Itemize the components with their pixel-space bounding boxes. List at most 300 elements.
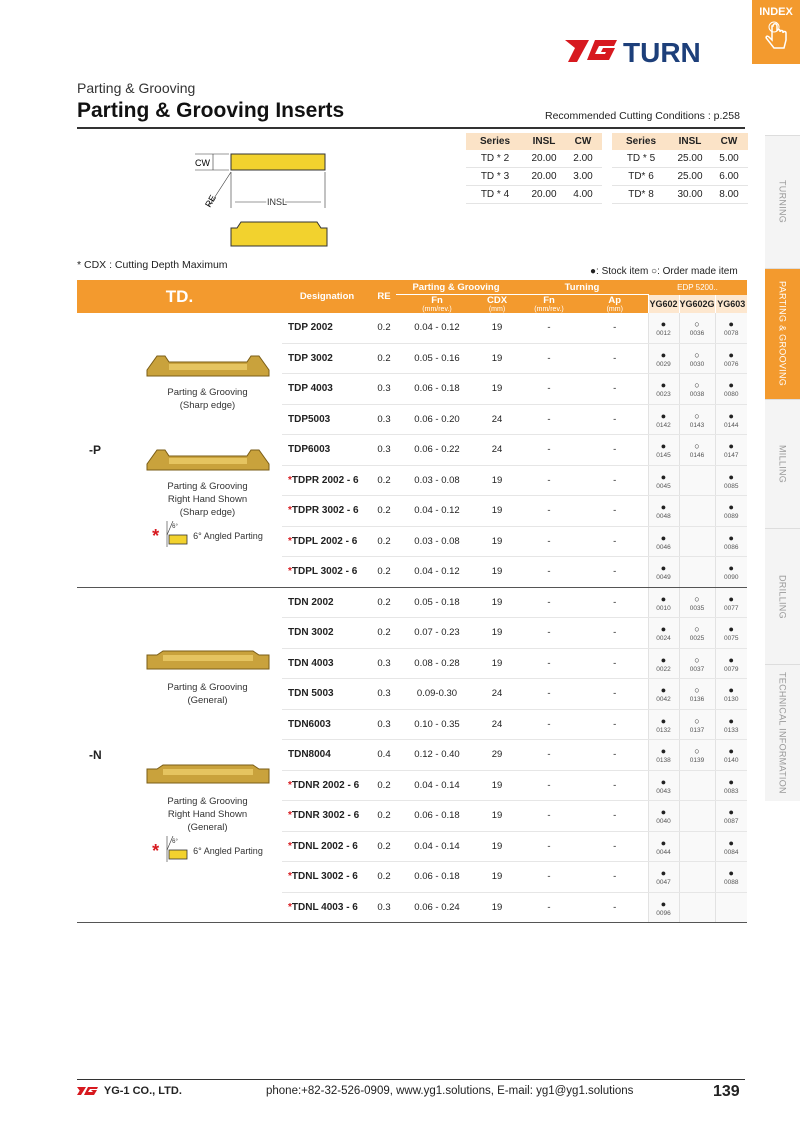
ap-cell: -	[582, 648, 648, 679]
stock-legend: ●: Stock item ○: Order made item	[590, 266, 738, 277]
cdx-cell: 19	[478, 587, 516, 618]
stock-mark: ●	[660, 593, 667, 604]
edp-code: 0038	[689, 391, 705, 399]
ap-cell: -	[582, 892, 648, 923]
re-cell: 0.2	[372, 313, 396, 343]
ap-cell: -	[582, 862, 648, 893]
grade-yg603-cell	[715, 465, 747, 496]
series-dimension-table	[466, 133, 748, 204]
designation-cell: TDN6003	[282, 709, 372, 740]
edp-code: 0087	[724, 818, 739, 826]
grade-yg603-header: YG603	[715, 295, 747, 314]
stock-mark: ●	[728, 380, 734, 391]
edp-code: 0088	[724, 879, 739, 887]
stock-mark: ●	[660, 654, 667, 665]
re-cell: 0.3	[372, 648, 396, 679]
fn-turning-cell: -	[516, 435, 582, 466]
angle-mark: 6°	[172, 839, 178, 846]
grade-yg603-cell	[715, 892, 747, 923]
edp-code: 0075	[724, 635, 739, 643]
fn-cell: 0.04 - 0.12	[396, 496, 478, 527]
illustration-caption: Parting & Grooving	[167, 481, 248, 493]
designation-cell: TDN 4003	[282, 648, 372, 679]
edp-code: 0043	[656, 787, 671, 795]
company-name: YG-1 CO., LTD.	[103, 1085, 182, 1097]
edp-code: 0049	[656, 574, 671, 582]
grade-yg602g-header: YG602G	[679, 295, 715, 314]
edp-code: 0147	[724, 452, 739, 460]
cdx-cell: 19	[478, 801, 516, 832]
designation-cell: *TDNR 2002 - 6	[282, 770, 372, 801]
insert-image-sharp	[143, 442, 273, 476]
illustration-block	[133, 757, 282, 866]
stock-mark: ○	[694, 715, 700, 726]
insert-type-label: -P	[89, 442, 101, 457]
illustration-caption: Parting & Grooving	[167, 682, 248, 694]
grade-yg602-cell	[648, 404, 679, 435]
turning-header: Turning	[516, 280, 648, 295]
fn-cell: 0.05 - 0.16	[396, 343, 478, 374]
title-divider	[77, 127, 745, 129]
grade-yg602g-cell	[679, 465, 715, 496]
edp-code: 0083	[724, 787, 739, 795]
stock-mark: ○	[694, 654, 700, 665]
re-cell: 0.3	[372, 709, 396, 740]
re-cell: 0.2	[372, 801, 396, 832]
logo-text: TURN	[623, 37, 701, 66]
grade-yg603-cell	[715, 862, 747, 893]
side-tab-label: TURNING	[777, 180, 788, 224]
grade-yg602g-cell	[679, 740, 715, 771]
edp-code: 0040	[656, 818, 671, 826]
fn-turning-cell: -	[516, 587, 582, 618]
edp-code: 0139	[689, 757, 705, 765]
re-cell: 0.3	[372, 374, 396, 405]
designation-cell: TDP 4003	[282, 374, 372, 405]
edp-code: 0077	[724, 604, 739, 612]
grade-yg602g-cell	[679, 892, 715, 923]
edp-code: 0144	[724, 421, 739, 429]
stock-mark: ●	[660, 715, 667, 726]
page-number: 139	[713, 1083, 740, 1100]
ap-cell: -	[582, 313, 648, 343]
grade-yg602-cell	[648, 618, 679, 649]
grade-yg602-cell	[648, 801, 679, 832]
ap-cell: -	[582, 801, 648, 832]
edp-code: 0036	[689, 330, 705, 338]
insert-type-cell	[77, 587, 282, 923]
fn-turning-cell: -	[516, 801, 582, 832]
stock-mark: ●	[660, 776, 667, 787]
series-cell: 6.00	[710, 168, 748, 186]
edp-code: 0137	[689, 726, 705, 734]
insert-row	[77, 587, 747, 618]
insl-label: INSL	[267, 197, 288, 207]
series-cell: 20.00	[524, 150, 564, 168]
grade-yg602g-cell	[679, 587, 715, 618]
grade-yg603-cell	[715, 313, 747, 343]
grade-yg602g-cell	[679, 343, 715, 374]
edp-code: 0025	[689, 635, 705, 643]
fn-cell: 0.04 - 0.14	[396, 770, 478, 801]
edp-code: 0037	[689, 665, 705, 673]
fn-turning-cell: -	[516, 648, 582, 679]
re-cell: 0.2	[372, 618, 396, 649]
grade-yg602-cell	[648, 709, 679, 740]
cdx-cell: 19	[478, 770, 516, 801]
series-cell: 25.00	[670, 168, 710, 186]
fn-cell: 0.12 - 0.40	[396, 740, 478, 771]
cdx-cell: 19	[478, 374, 516, 405]
grade-yg602-cell	[648, 587, 679, 618]
edp-code: 0048	[656, 513, 671, 521]
cdx-cell: 19	[478, 313, 516, 343]
grade-yg602g-cell	[679, 618, 715, 649]
edp-code: 0132	[656, 726, 671, 734]
fn-cell: 0.07 - 0.23	[396, 618, 478, 649]
index-tab[interactable]	[752, 0, 800, 64]
edp-code: 0012	[656, 330, 671, 338]
cw-label: CW	[195, 158, 210, 168]
side-tab-drilling[interactable]	[765, 528, 800, 664]
series-cell: TD * 5	[612, 150, 670, 168]
series-cell: TD * 3	[466, 168, 524, 186]
ap-cell: -	[582, 374, 648, 405]
re-header: RE	[372, 280, 396, 313]
fn-cell: 0.03 - 0.08	[396, 526, 478, 557]
grade-yg603-cell	[715, 557, 747, 588]
fn-turning-cell: -	[516, 374, 582, 405]
fn-cell: 0.04 - 0.14	[396, 831, 478, 862]
edp-code: 0136	[689, 696, 705, 704]
stock-mark: ○	[694, 624, 700, 635]
grade-yg602-cell	[648, 770, 679, 801]
stock-mark: ●	[728, 807, 734, 818]
cdx-cell: 19	[478, 892, 516, 923]
stock-mark: ●	[728, 776, 734, 787]
cdx-cell: 19	[478, 465, 516, 496]
grade-yg603-cell	[715, 801, 747, 832]
designation-cell: TDN 3002	[282, 618, 372, 649]
edp-header: EDP 5200..	[648, 280, 747, 295]
edp-code: 0078	[724, 330, 739, 338]
ap-cell: -	[582, 709, 648, 740]
edp-code: 0130	[724, 696, 739, 704]
series-cell: 20.00	[524, 186, 564, 204]
re-cell: 0.4	[372, 740, 396, 771]
stock-mark: ○	[694, 746, 700, 757]
stock-mark: ●	[728, 624, 734, 635]
fn-turning-cell: -	[516, 313, 582, 343]
fn-turning-cell: -	[516, 770, 582, 801]
illustration-block	[133, 442, 282, 551]
designation-cell: TDN 2002	[282, 587, 372, 618]
stock-mark: ○	[694, 319, 700, 330]
parting-grooving-header: Parting & Grooving	[396, 280, 516, 295]
edp-code: 0024	[656, 635, 671, 643]
re-cell: 0.2	[372, 343, 396, 374]
grade-yg603-cell	[715, 618, 747, 649]
recommended-conditions-link[interactable]: Recommended Cutting Conditions : p.258	[545, 110, 740, 122]
grade-yg602-cell	[648, 740, 679, 771]
stock-mark: ●	[660, 380, 667, 391]
series-header: Series	[612, 133, 670, 150]
fn-turning-header: Fn (mm/rev.)	[516, 295, 582, 314]
series-cell: 2.00	[564, 150, 602, 168]
cdx-cell: 24	[478, 435, 516, 466]
stock-mark: ●	[728, 685, 734, 696]
grade-yg603-cell	[715, 404, 747, 435]
td-label: TD.	[77, 280, 282, 313]
cdx-cell: 19	[478, 526, 516, 557]
grade-yg602g-cell	[679, 313, 715, 343]
grade-yg602-cell	[648, 343, 679, 374]
series-cell: 4.00	[564, 186, 602, 204]
fn-turning-cell: -	[516, 831, 582, 862]
side-tab-label: PARTING & GROOVING	[777, 281, 788, 387]
edp-code: 0076	[724, 360, 739, 368]
series-cell: TD * 4	[466, 186, 524, 204]
grade-yg603-cell	[715, 374, 747, 405]
yg-footer-icon	[77, 1086, 101, 1096]
stock-mark: ●	[660, 532, 667, 543]
series-row	[466, 168, 748, 186]
fn-cell: 0.06 - 0.20	[396, 404, 478, 435]
fn-turning-cell: -	[516, 679, 582, 710]
fn-cell: 0.09-0.30	[396, 679, 478, 710]
edp-code: 0023	[656, 391, 671, 399]
fn-turning-cell: -	[516, 709, 582, 740]
grade-yg602-cell	[648, 435, 679, 466]
re-cell: 0.3	[372, 892, 396, 923]
cdx-cell: 24	[478, 679, 516, 710]
edp-code: 0022	[656, 665, 671, 673]
illustration-caption: (General)	[187, 695, 228, 707]
insert-type-cell	[77, 313, 282, 587]
cw-header: CW	[710, 133, 748, 150]
edp-code: 0035	[689, 604, 705, 612]
cw-header: CW	[564, 133, 602, 150]
designation-cell: TDN 5003	[282, 679, 372, 710]
fn-turning-cell: -	[516, 465, 582, 496]
ap-cell: -	[582, 770, 648, 801]
ap-cell: -	[582, 831, 648, 862]
stock-mark: ●	[728, 715, 734, 726]
series-row	[466, 150, 748, 168]
series-header: Series	[466, 133, 524, 150]
fn-turning-cell: -	[516, 557, 582, 588]
edp-code: 0030	[689, 360, 705, 368]
edp-code: 0085	[724, 482, 739, 490]
insert-image-general	[143, 757, 273, 791]
re-cell: 0.2	[372, 496, 396, 527]
illustration-caption: Parting & Grooving	[167, 387, 248, 399]
stock-mark: ●	[728, 410, 734, 421]
edp-code: 0140	[724, 757, 739, 765]
category-label: Parting & Grooving	[77, 80, 196, 96]
series-cell: 8.00	[710, 186, 748, 204]
fn-turning-cell: -	[516, 892, 582, 923]
designation-cell: *TDPL 3002 - 6	[282, 557, 372, 588]
grade-yg602g-cell	[679, 557, 715, 588]
re-cell: 0.2	[372, 465, 396, 496]
fn-header: Fn (mm/rev.)	[396, 295, 478, 314]
illustration-caption: Right Hand Shown	[167, 494, 248, 506]
designation-cell: *TDNL 3002 - 6	[282, 862, 372, 893]
fn-cell: 0.04 - 0.12	[396, 557, 478, 588]
grade-yg603-cell	[715, 740, 747, 771]
designation-cell: *TDNL 2002 - 6	[282, 831, 372, 862]
designation-cell: TDP 2002	[282, 313, 372, 343]
angled-parting-label: 6° Angled Parting	[193, 530, 263, 541]
re-cell: 0.2	[372, 770, 396, 801]
stock-mark: ●	[728, 502, 734, 513]
side-tab-label: MILLING	[777, 444, 788, 484]
angle-mark: 6°	[172, 524, 178, 531]
cdx-header: CDX (mm)	[478, 295, 516, 314]
series-cell: TD * 2	[466, 150, 524, 168]
stock-mark: ○	[694, 410, 700, 421]
grade-yg603-cell	[715, 526, 747, 557]
grade-yg603-cell	[715, 648, 747, 679]
illustration-block	[133, 643, 282, 707]
ap-cell: -	[582, 740, 648, 771]
illustration-caption: (Sharp edge)	[179, 507, 236, 519]
fn-cell: 0.06 - 0.18	[396, 374, 478, 405]
stock-mark: ●	[660, 563, 667, 574]
ap-header: Ap (mm)	[582, 295, 648, 314]
grade-yg602g-cell	[679, 648, 715, 679]
stock-mark: ●	[660, 746, 667, 757]
stock-mark: ●	[728, 593, 734, 604]
designation-header: Designation	[282, 280, 372, 313]
re-cell: 0.2	[372, 526, 396, 557]
stock-mark: ●	[660, 868, 667, 879]
edp-code: 0143	[689, 421, 705, 429]
fn-cell: 0.06 - 0.24	[396, 892, 478, 923]
grade-yg603-cell	[715, 435, 747, 466]
grade-yg603-cell	[715, 831, 747, 862]
edp-code: 0090	[724, 574, 739, 582]
grade-yg602g-cell	[679, 679, 715, 710]
footer-divider	[77, 1079, 745, 1080]
grade-yg603-cell	[715, 343, 747, 374]
footer-contact: phone:+82-32-526-0909, www.yg1.solutions, E-mail: yg1@yg1.solutions	[266, 1085, 634, 1097]
stock-mark: ●	[728, 868, 734, 879]
illustration-caption: Right Hand Shown	[167, 809, 248, 821]
edp-code: 0145	[656, 452, 671, 460]
fn-turning-cell: -	[516, 404, 582, 435]
insert-row	[77, 313, 747, 343]
grade-yg602g-cell	[679, 374, 715, 405]
series-cell: 25.00	[670, 150, 710, 168]
edp-code: 0089	[724, 513, 739, 521]
stock-mark: ●	[660, 807, 667, 818]
fn-cell: 0.05 - 0.18	[396, 587, 478, 618]
ap-cell: -	[582, 679, 648, 710]
side-tab-technical-information[interactable]	[765, 664, 800, 801]
insert-dimension-diagram	[195, 146, 345, 259]
grade-yg602g-cell	[679, 496, 715, 527]
stock-mark: ●	[660, 624, 667, 635]
series-row	[466, 186, 748, 204]
series-cell: 30.00	[670, 186, 710, 204]
grade-yg602-cell	[648, 526, 679, 557]
side-tab-milling[interactable]	[765, 399, 800, 528]
fn-turning-cell: -	[516, 618, 582, 649]
cdx-note: * CDX : Cutting Depth Maximum	[77, 259, 228, 271]
stock-mark: ●	[728, 349, 734, 360]
fn-turning-cell: -	[516, 862, 582, 893]
stock-mark: ○	[694, 380, 700, 391]
hand-pointer-icon	[763, 20, 789, 54]
cdx-cell: 29	[478, 740, 516, 771]
re-cell: 0.2	[372, 831, 396, 862]
grade-yg602g-cell	[679, 831, 715, 862]
re-cell: 0.3	[372, 404, 396, 435]
stock-mark: ●	[728, 532, 734, 543]
stock-mark: ●	[660, 837, 667, 848]
side-tab-parting-grooving[interactable]	[765, 268, 800, 399]
grade-yg602-cell	[648, 465, 679, 496]
illustration-block	[133, 348, 282, 412]
grade-yg603-cell	[715, 770, 747, 801]
insl-header: INSL	[524, 133, 564, 150]
grade-yg602-cell	[648, 679, 679, 710]
illustration-caption: (Sharp edge)	[179, 400, 236, 412]
grade-yg602g-cell	[679, 862, 715, 893]
series-cell: TD* 6	[612, 168, 670, 186]
designation-cell: *TDPR 2002 - 6	[282, 465, 372, 496]
grade-yg603-cell	[715, 709, 747, 740]
fn-turning-cell: -	[516, 526, 582, 557]
edp-code: 0045	[656, 482, 671, 490]
designation-cell: TDP 3002	[282, 343, 372, 374]
stock-mark: ●	[660, 685, 667, 696]
fn-cell: 0.06 - 0.18	[396, 862, 478, 893]
fn-turning-cell: -	[516, 343, 582, 374]
grade-yg602-cell	[648, 648, 679, 679]
stock-mark: ○	[694, 593, 700, 604]
cdx-cell: 19	[478, 496, 516, 527]
fn-cell: 0.06 - 0.18	[396, 801, 478, 832]
designation-cell: TDP5003	[282, 404, 372, 435]
illustration-caption: (General)	[187, 822, 228, 834]
edp-code: 0142	[656, 421, 671, 429]
stock-mark: ●	[660, 471, 667, 482]
fn-turning-cell: -	[516, 740, 582, 771]
insert-image-sharp	[143, 348, 273, 382]
angled-parting-label: 6° Angled Parting	[193, 845, 263, 856]
cdx-cell: 19	[478, 862, 516, 893]
grade-yg602g-cell	[679, 435, 715, 466]
cdx-cell: 24	[478, 404, 516, 435]
fn-cell: 0.08 - 0.28	[396, 648, 478, 679]
fn-cell: 0.03 - 0.08	[396, 465, 478, 496]
grade-yg603-cell	[715, 679, 747, 710]
stock-mark: ●	[728, 471, 734, 482]
re-cell: 0.2	[372, 587, 396, 618]
stock-mark: ●	[660, 898, 667, 909]
edp-code: 0084	[724, 848, 739, 856]
re-cell: 0.3	[372, 435, 396, 466]
grade-yg603-cell	[715, 496, 747, 527]
side-tab-turning[interactable]	[765, 135, 800, 268]
edp-code: 0047	[656, 879, 671, 887]
grade-yg602g-cell	[679, 404, 715, 435]
fn-cell: 0.04 - 0.12	[396, 313, 478, 343]
re-label: RE	[203, 193, 218, 209]
